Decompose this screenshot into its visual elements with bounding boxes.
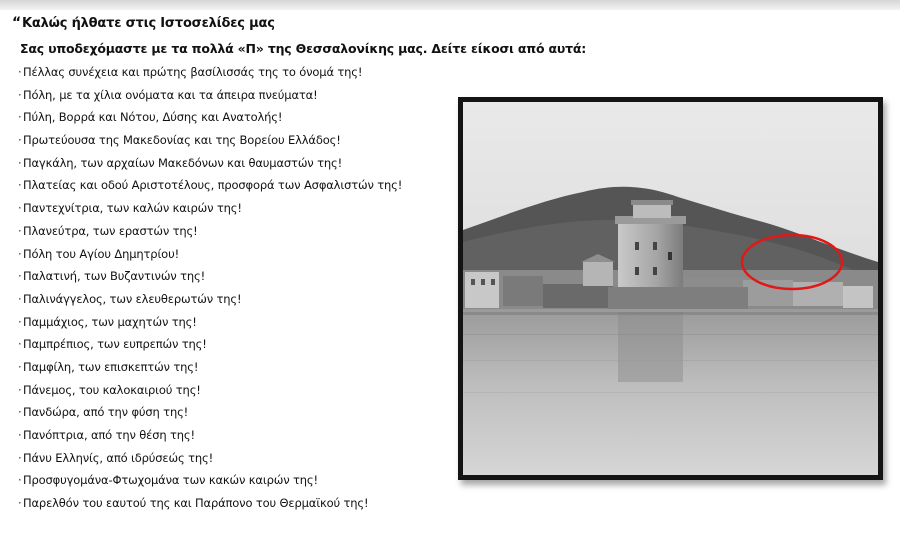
list-item-text: Πλανεύτρα, των εραστών της! <box>23 223 198 238</box>
list-item-text: Πανδώρα, από την φύση της! <box>23 405 189 420</box>
fortress-wall <box>608 287 748 309</box>
list-item-text: Πύλη, Βορρά και Νότου, Δύσης και Ανατολής! <box>23 110 283 125</box>
list-item <box>18 87 402 110</box>
list-item-text: Παγκάλη, των αρχαίων Μακεδόνων και θαυμαστών της! <box>23 155 343 170</box>
list-item-text: Πλατείας και οδού Αριστοτέλους, προσφορά των Ασφαλιστών της! <box>23 178 403 193</box>
bullet-icon: · <box>18 405 22 420</box>
list-item <box>18 223 402 246</box>
bullet-icon: · <box>18 450 22 465</box>
bullet-icon: · <box>18 223 22 238</box>
list-item-text: Παλατινή, των Βυζαντινών της! <box>23 269 206 284</box>
bullet-icon: · <box>18 269 22 284</box>
bullet-icon: · <box>18 337 22 352</box>
list-item-text: Πρωτεύουσα της Μακεδονίας και της Βορείου Ελλάδος! <box>23 133 341 148</box>
bullet-icon: · <box>18 359 22 374</box>
list-item-text: Πόλη, με τα χίλια ονόματα και τα άπειρα πνεύματα! <box>23 87 318 102</box>
intro-text: Σας υποδεχόμαστε με τα πολλά «Π» της Θεσσαλονίκης μας. Δείτε είκοσι από αυτά: <box>20 41 587 56</box>
list-item <box>18 177 402 200</box>
bullet-icon: · <box>18 155 22 170</box>
list-item-text: Παμπρέπιος, των ευπρεπών της! <box>23 337 207 352</box>
list-item-text: Πόλη του Αγίου Δημητρίου! <box>23 246 180 261</box>
top-bar <box>0 0 900 10</box>
list-item <box>18 155 402 178</box>
bullet-icon: · <box>18 201 22 216</box>
list-item-text: Παρελθόν του εαυτού της και Παράπονο του Θερμαϊκού της! <box>23 496 369 511</box>
list-item-text: Πάνεμος, του καλοκαιριού της! <box>23 382 201 397</box>
p-names-list <box>18 64 402 518</box>
building <box>465 272 499 308</box>
bullet-icon: · <box>18 428 22 442</box>
list-item-text: Παμμάχιος, των μαχητών της! <box>23 314 197 329</box>
list-item <box>18 404 402 427</box>
list-item-text: Πάνυ Ελληνίς, από ιδρύσεώς της! <box>23 450 214 465</box>
list-item-text: Παντεχνίτρια, των καλών καιρών της! <box>23 201 242 216</box>
bullet-icon: · <box>18 110 22 125</box>
bullet-icon: · <box>18 87 22 102</box>
list-item <box>18 450 402 473</box>
list-item <box>18 246 402 269</box>
list-item <box>18 495 402 518</box>
bullet-icon: · <box>18 133 22 148</box>
bullet-icon: · <box>18 246 22 261</box>
list-item <box>18 427 402 450</box>
bullet-icon: · <box>18 473 22 488</box>
page-title <box>12 15 275 31</box>
list-item <box>18 336 402 359</box>
page-title-text: Καλώς ήλθατε στις Ιστοσελίδες μας <box>22 16 275 31</box>
list-item-text: Προσφυγομάνα-Φτωχομάνα των κακών καιρών της! <box>23 473 318 488</box>
list-item-text: Πέλλας συνέχεια και πρώτης βασίλισσάς της το όνομά της! <box>23 65 363 79</box>
building <box>583 262 613 286</box>
list-item <box>18 132 402 155</box>
list-item <box>18 382 402 405</box>
list-item <box>18 268 402 291</box>
bullet-icon: · <box>18 314 22 329</box>
list-item <box>18 109 402 132</box>
bullet-icon: · <box>18 496 22 511</box>
list-item <box>18 472 402 495</box>
bullet-icon: · <box>18 291 22 306</box>
list-item <box>18 314 402 337</box>
white-tower-photo-image <box>463 102 878 475</box>
list-item <box>18 291 402 314</box>
list-item <box>18 64 402 87</box>
list-item <box>18 359 402 382</box>
list-item-text: Παλινάγγελος, των ελευθερωτών της! <box>23 291 242 306</box>
tower-reflection <box>618 312 683 382</box>
list-item-text: Παμφίλη, των επισκεπτών της! <box>23 359 199 374</box>
tower-turret <box>633 203 671 218</box>
bullet-icon: · <box>18 382 22 397</box>
bullet-icon: · <box>18 65 22 79</box>
white-tower-photo <box>458 97 883 480</box>
fortress-wall <box>543 284 613 308</box>
opening-quote: “ <box>12 15 22 31</box>
bullet-icon: · <box>18 178 22 193</box>
list-item <box>18 200 402 223</box>
list-item-text: Πανόπτρια, από την θέση της! <box>23 428 195 442</box>
